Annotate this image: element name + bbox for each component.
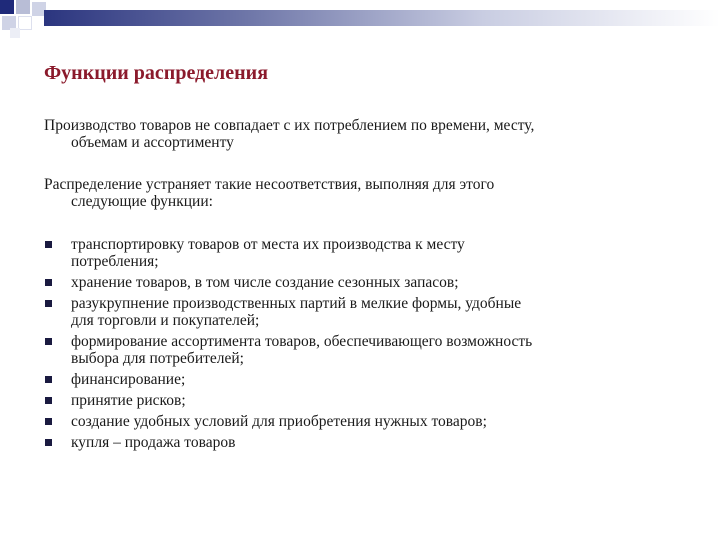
list-item xyxy=(44,236,684,270)
list-item xyxy=(44,295,684,329)
list-item-line-1: формирование ассортимента товаров, обеспечивающего возможность xyxy=(71,333,533,350)
functions-intro-line-2: следующие функции: xyxy=(71,193,213,210)
square-bullet-icon xyxy=(45,418,52,425)
list-item-line-2: потребления; xyxy=(71,253,159,270)
functions-intro-paragraph xyxy=(44,176,684,210)
corner-square xyxy=(16,0,30,14)
list-item xyxy=(44,392,684,409)
square-bullet-icon xyxy=(45,300,52,307)
list-item xyxy=(44,371,684,388)
list-item-line-1: разукрупнение производственных партий в мелкие формы, удобные xyxy=(71,295,522,312)
list-item xyxy=(44,274,684,291)
list-item-line-2: для торговли и покупателей; xyxy=(71,312,260,329)
square-bullet-icon xyxy=(45,241,52,248)
list-item-line-1: принятие рисков; xyxy=(71,392,186,409)
functions-list xyxy=(44,236,684,455)
slide-title: Функции распределения xyxy=(44,62,269,84)
list-item-line-1: купля – продажа товаров xyxy=(71,434,236,451)
list-item xyxy=(44,333,684,367)
square-bullet-icon xyxy=(45,376,52,383)
list-item-line-1: финансирование; xyxy=(71,371,186,388)
corner-square xyxy=(18,16,32,30)
list-item xyxy=(44,413,684,430)
square-bullet-icon xyxy=(45,397,52,404)
square-bullet-icon xyxy=(45,279,52,286)
corner-square xyxy=(0,0,14,14)
square-bullet-icon xyxy=(45,439,52,446)
intro-line-2: объемам и ассортименту xyxy=(71,134,234,151)
intro-line-1: Производство товаров не совпадает с их потреблением по времени, месту, xyxy=(44,117,535,134)
list-item-line-1: хранение товаров, в том числе создание сезонных запасов; xyxy=(71,274,459,291)
functions-intro-line-1: Распределение устраняет такие несоответствия, выполняя для этого xyxy=(44,176,495,193)
list-item-line-1: создание удобных условий для приобретения нужных товаров; xyxy=(71,413,487,430)
list-item xyxy=(44,434,684,451)
intro-paragraph xyxy=(44,117,684,151)
header-gradient-bar xyxy=(44,10,720,26)
list-item-line-2: выбора для потребителей; xyxy=(71,350,244,367)
corner-square xyxy=(10,28,20,38)
list-item-line-1: транспортировку товаров от места их производства к месту xyxy=(71,236,465,253)
square-bullet-icon xyxy=(45,338,52,345)
